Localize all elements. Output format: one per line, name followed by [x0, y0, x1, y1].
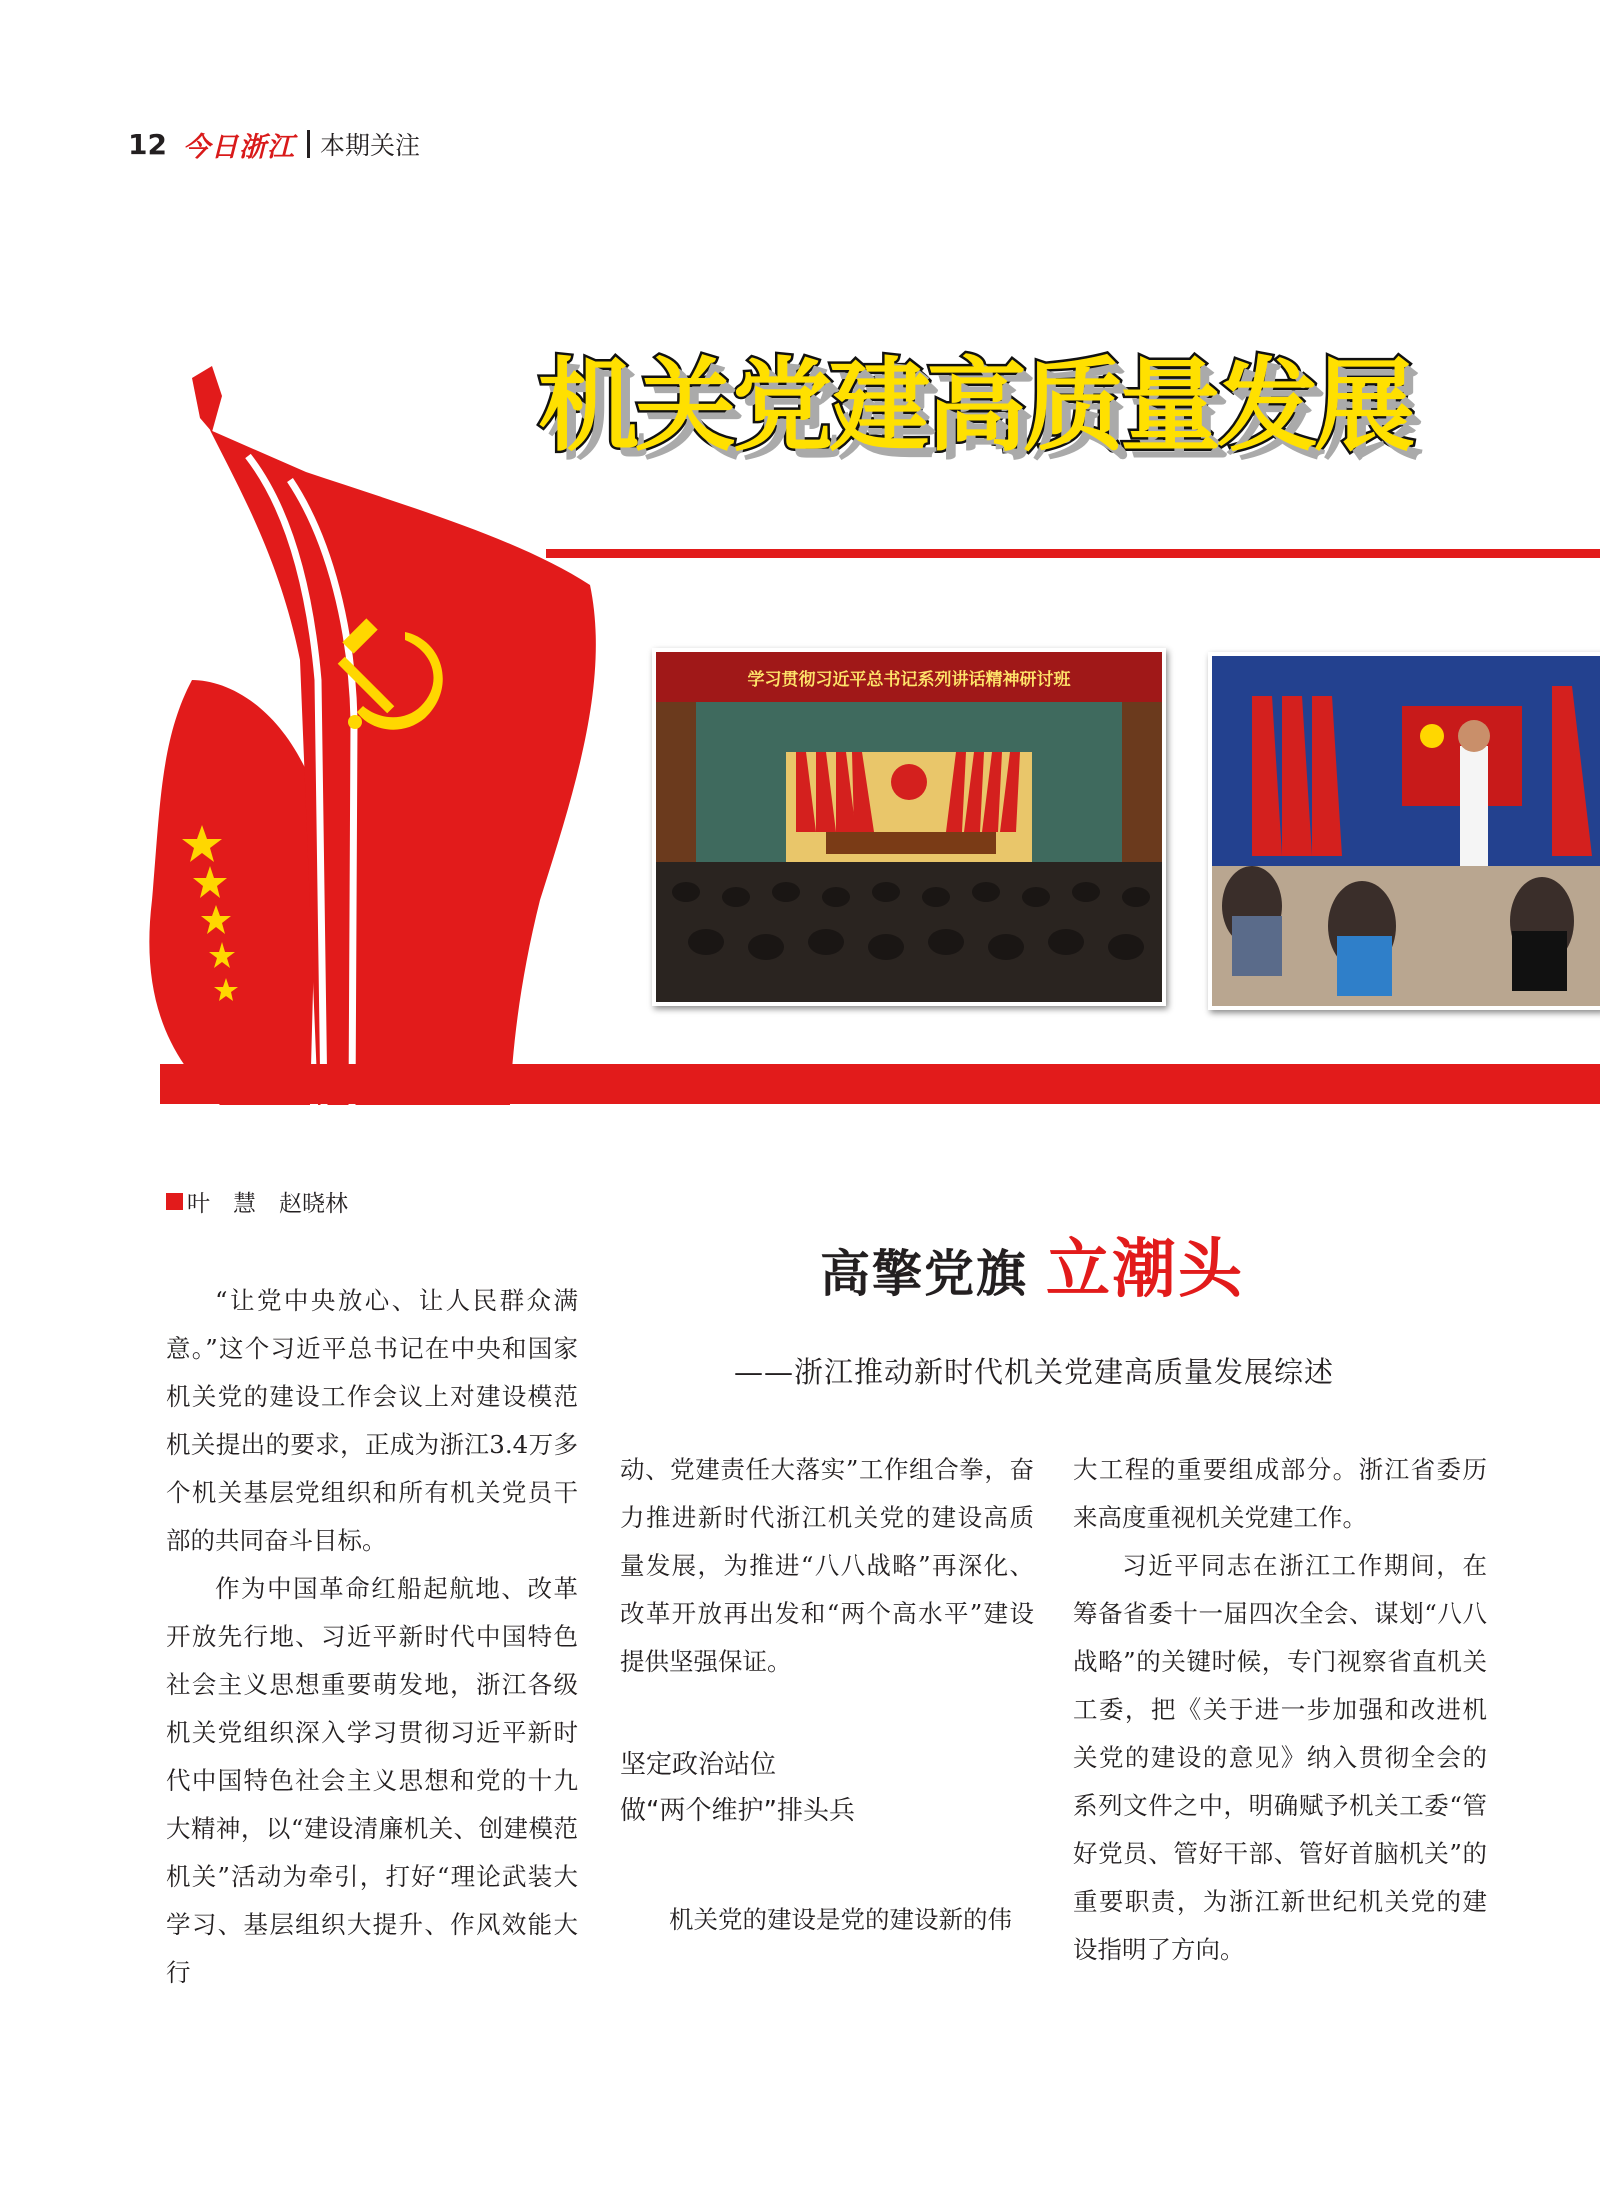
section-subheading [620, 1742, 1034, 1834]
section-label: 本期关注 [319, 131, 420, 160]
byline [166, 1185, 348, 1218]
headline-main: 高擎党旗 [820, 1244, 1028, 1303]
paragraph: 大工程的重要组成部分。浙江省委历来高度重视机关党建工作。 [1073, 1455, 1487, 1532]
article-headline [820, 1218, 1244, 1310]
subheading-line-1: 坚定政治站位 [620, 1750, 777, 1780]
page-number: 12 [128, 127, 167, 161]
paragraph: “让党中央放心、让人民群众满意。”这个习近平总书记在中央和国家机关党的建设工作会议上对建设模范机关提出的要求，正成为浙江3.4万多个机关基层党组织和所有机关党员干部的共同奋斗目标。 [166, 1286, 578, 1555]
photo-banner-caption: 学习贯彻习近平总书记系列讲话精神研讨班 [747, 670, 1071, 690]
magazine-logo: 今日浙江 [182, 131, 295, 163]
paragraph: 习近平同志在浙江工作期间，在筹备省委十一届四次全会、谋划“八八战略”的关键时候，专门视察省直机关工委，把《关于进一步加强和改进机关党的建设的意见》纳入贯彻全会的系列文件之中，明确赋予机关工委“管好党员、管好干部、管好首脑机关”的重要职责，为浙江新世纪机关党的建设指明了方向。 [1073, 1551, 1487, 1964]
byline-marker [166, 1193, 183, 1210]
party-flag-illustration [140, 360, 640, 1105]
photo-auditorium-meeting [652, 648, 1166, 1006]
banner-red-band [160, 1064, 1600, 1104]
header-divider [307, 130, 310, 158]
body-column-3 [1073, 1446, 1487, 1974]
paragraph: 动、党建责任大落实”工作组合拳，奋力推进新时代浙江机关党的建设高质量发展，为推进“八八战略”再深化、改革开放再出发和“两个高水平”建设提供坚强保证。 [620, 1455, 1034, 1676]
paragraph: 作为中国革命红船起航地、改革开放先行地、习近平新时代中国特色社会主义思想重要萌发地，浙江各级机关党组织深入学习贯彻习近平新时代中国特色社会主义思想和党的十九大精神，以“建设清廉机关、创建模范机关”活动为牵引，打好“理论武装大学习、基层组织大提升、作风效能大行 [166, 1574, 578, 1987]
banner-red-line [546, 549, 1600, 558]
subheading-line-2: 做“两个维护”排头兵 [620, 1796, 855, 1826]
article-subtitle: ——浙江推动新时代机关党建高质量发展综述 [734, 1355, 1335, 1389]
banner-title: 机关党建高质量发展 [538, 347, 1412, 465]
paragraph: 机关党的建设是党的建设新的伟 [669, 1905, 1012, 1934]
body-column-2 [620, 1446, 1034, 1944]
headline-emphasis: 立潮头 [1046, 1232, 1244, 1307]
running-header [128, 124, 420, 164]
byline-authors: 叶 慧 赵晓林 [187, 1191, 348, 1217]
photo-discussion-session [1208, 652, 1600, 1010]
body-column-1 [166, 1277, 578, 1997]
